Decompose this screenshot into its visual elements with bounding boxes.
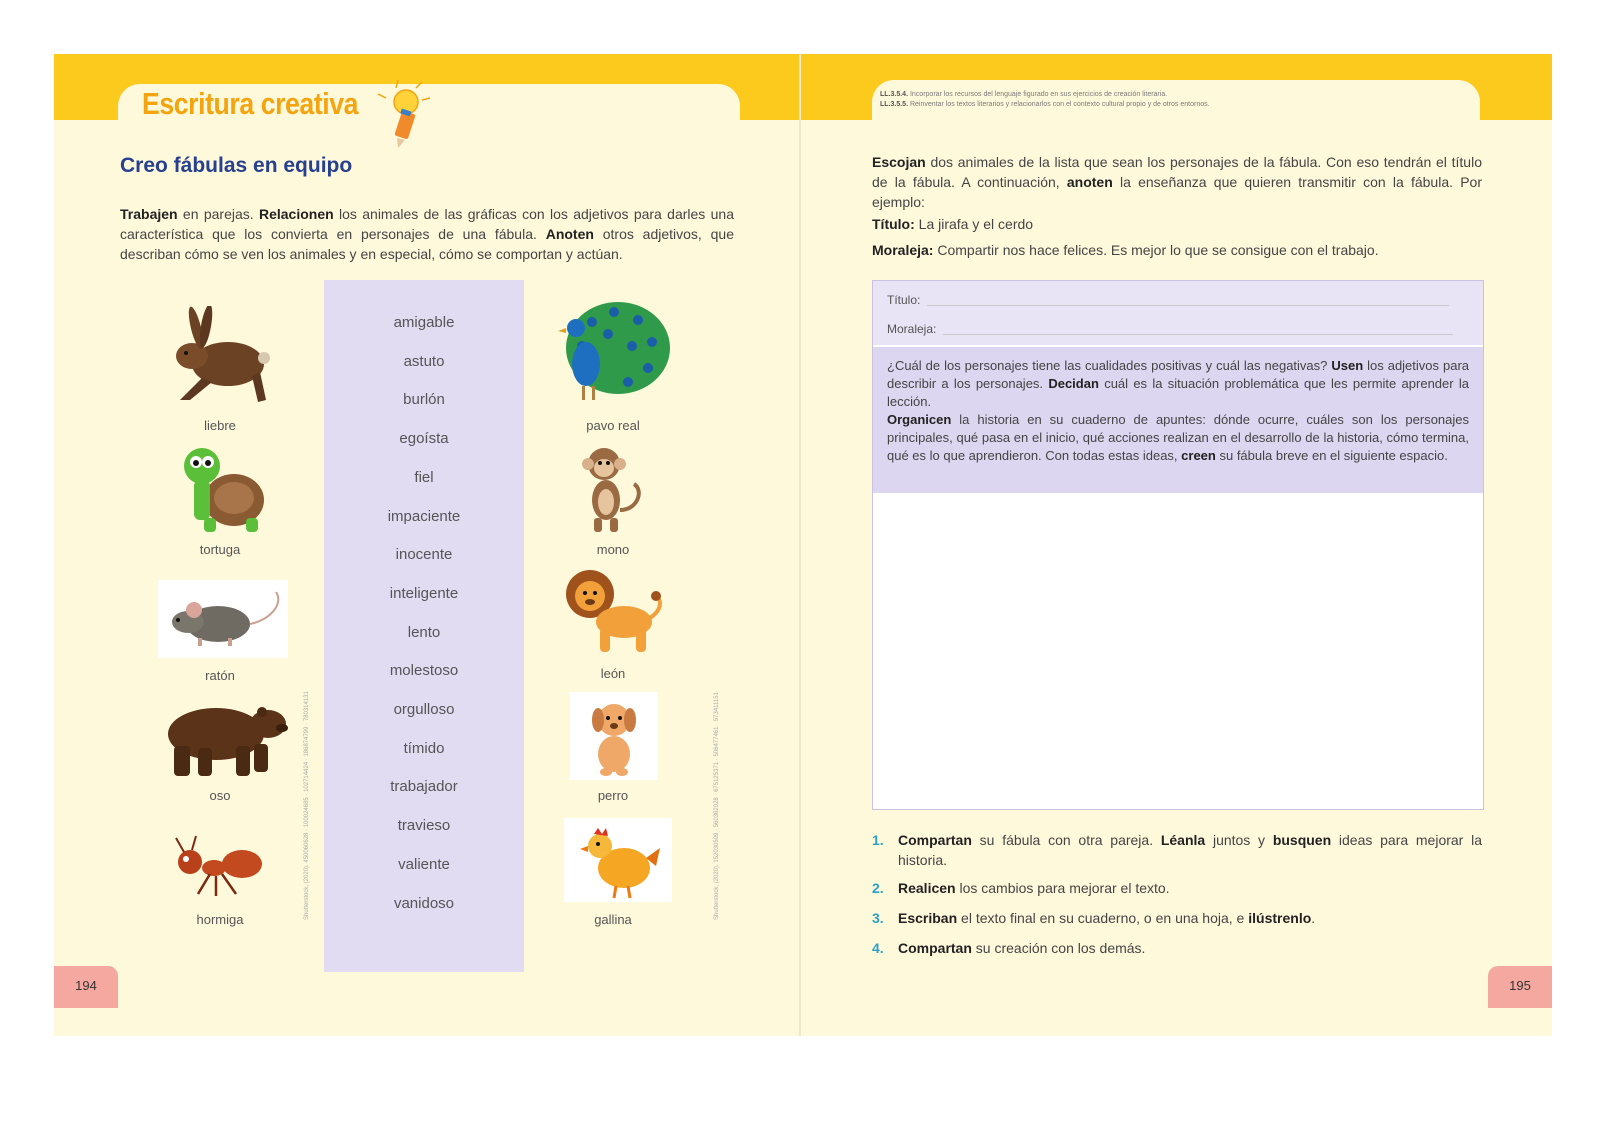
adjective-column xyxy=(324,280,524,972)
step-text: . xyxy=(1311,910,1316,926)
title-field-line[interactable] xyxy=(927,305,1449,306)
intro-text: en parejas. xyxy=(177,206,259,222)
animal-perro xyxy=(548,692,678,812)
adjective-item: orgulloso xyxy=(393,701,455,718)
curriculum-code-text: Incorporar los recursos del lenguaje figurado en sus ejercicios de creación literaria. xyxy=(909,91,1168,98)
adjective-item: lento xyxy=(407,623,441,641)
step-text xyxy=(898,908,1482,928)
instruction-bold: Organicen xyxy=(887,412,952,427)
intro-bold: Relacionen xyxy=(258,206,334,222)
animal-label: mono xyxy=(596,542,630,557)
step-text: ideas para mejorar la historia. xyxy=(898,832,1482,868)
right-intro-text: dos animales de la lista que sean los personajes de la fábula. Con eso tendrán el título de la fábula. A continuación, xyxy=(872,154,1482,190)
step-bold: busquen xyxy=(1272,832,1332,848)
moral-field-label: Moraleja: xyxy=(887,322,937,336)
step-number: 2. xyxy=(872,880,884,896)
adjective-item: inteligente xyxy=(389,584,459,602)
image-credit-left: Shutterstock, (2020). 450060628 · 100024685 · 102714424 · 186874799 · 780314131 xyxy=(304,691,310,920)
moral-field-line[interactable] xyxy=(943,334,1453,335)
step-number: 4. xyxy=(872,940,884,956)
step-bold: Realicen xyxy=(898,880,956,896)
bear-icon xyxy=(150,694,290,780)
page-number-left: 194 xyxy=(54,966,118,1008)
step-text xyxy=(898,938,1482,958)
instruction-text: ¿Cuál de los personajes tiene las cualidades positivas y cuál las negativas? xyxy=(887,358,1332,373)
animal-label: gallina xyxy=(594,912,632,927)
instruction-text: los adjetivos para describir a los personajes. xyxy=(887,358,1470,391)
adjective-item: trabajador xyxy=(390,778,458,796)
animal-label: tortuga xyxy=(199,542,241,557)
writing-box xyxy=(872,280,1484,810)
left-intro-text xyxy=(120,204,734,264)
instruction-text: cuál es la situación problemática que les permite aprender la lección. xyxy=(887,376,1469,409)
step-bold: Escriban xyxy=(898,910,958,926)
curriculum-code-text: Reinventar los textos literarios y relacionarlos con el contexto cultural propio y de otros entornos. xyxy=(909,101,1210,108)
animal-pavo-real xyxy=(548,298,678,440)
ant-icon xyxy=(170,832,270,902)
lion-icon xyxy=(562,566,666,658)
animal-label: hormiga xyxy=(196,912,244,927)
intro-text: los animales de las gráficas con los adjetivos para darles una característica que los convierta en personajes de una fábula. xyxy=(120,206,734,242)
monkey-icon xyxy=(578,444,648,536)
step-number: 1. xyxy=(872,832,884,848)
adjective-item: tímido xyxy=(403,739,445,757)
mouse-icon xyxy=(158,584,288,658)
peacock-icon xyxy=(552,298,672,406)
lightbulb-pencil-icon xyxy=(374,80,434,150)
animal-mono xyxy=(548,444,678,562)
dog-icon xyxy=(570,692,658,780)
animal-raton xyxy=(150,580,290,688)
step-bold: Léanla xyxy=(1160,832,1206,848)
instruction-bold: creen xyxy=(1181,448,1216,463)
example-moral-label: Moraleja: xyxy=(872,242,934,258)
step-text: el texto final en su cuaderno, o en una hoja, e xyxy=(957,910,1249,926)
instruction-bold: Usen xyxy=(1331,358,1364,373)
section-title: Escritura creativa xyxy=(142,86,359,121)
animal-oso xyxy=(150,694,290,812)
adjective-item: molestoso xyxy=(389,662,459,680)
intro-text: otros adjetivos, que describan cómo se ven los animales y en especial, cómo se comportan y actúan. xyxy=(120,226,735,262)
page-heading: Creo fábulas en equipo xyxy=(120,154,353,177)
step-text: los cambios para mejorar el texto. xyxy=(955,880,1170,896)
instruction-text: la historia en su cuaderno de apuntes: dónde ocurre, cuáles son los personajes principales, qué pasa en el inicio, qué acciones realizan en el desarrollo de la historia, cómo termina, qué es lo que aprendieron. Con todas estas ideas, xyxy=(887,412,1469,463)
step-text: su creación con los demás. xyxy=(971,940,1146,956)
adjective-item: valiente xyxy=(398,855,450,873)
adjective-item: inocente xyxy=(395,546,453,564)
step-bold: Compartan xyxy=(898,940,972,956)
adjective-item: burlón xyxy=(403,391,445,409)
adjective-item: travieso xyxy=(397,817,451,835)
right-intro-bold: Escojan xyxy=(872,154,926,170)
example-title xyxy=(872,216,1033,232)
example-title-label: Título: xyxy=(872,216,915,232)
right-intro-text xyxy=(872,152,1482,212)
animal-label: león xyxy=(600,666,626,681)
image-credit-right: Shutterstock, (2020). 152030509 · 560362028 · 675125371 · 506477461 · 573411151 xyxy=(714,692,720,920)
step-text xyxy=(898,830,1482,870)
step-text: su fábula con otra pareja. xyxy=(971,832,1161,848)
adjective-item: astuto xyxy=(403,352,445,370)
example-moral xyxy=(872,242,1379,258)
page-number-right: 195 xyxy=(1488,966,1552,1008)
adjective-item: fiel xyxy=(414,468,434,486)
animal-liebre xyxy=(150,306,290,440)
hare-icon xyxy=(162,306,282,410)
intro-bold: Trabajen xyxy=(120,206,178,222)
step-bold: Compartan xyxy=(898,832,972,848)
animal-label: pavo real xyxy=(586,418,640,433)
instruction-text: su fábula breve en el siguiente espacio. xyxy=(1215,448,1448,463)
adjective-item: amigable xyxy=(393,314,455,331)
animal-label: liebre xyxy=(204,418,236,433)
intro-bold: Anoten xyxy=(545,226,594,242)
animal-label: ratón xyxy=(205,668,235,683)
curriculum-code-row xyxy=(880,90,1210,100)
animal-gallina xyxy=(548,818,678,936)
step-bold: ilústrenlo xyxy=(1248,910,1312,926)
instruction-bold: Decidan xyxy=(1048,376,1099,391)
example-moral-value: Compartir nos hace felices. Es mejor lo que se consigue con el trabajo. xyxy=(937,242,1379,258)
hen-icon xyxy=(578,822,662,902)
adjective-item: impaciente xyxy=(387,507,461,525)
book-spread xyxy=(54,54,1552,1036)
page-gutter xyxy=(799,54,801,1036)
animal-tortuga xyxy=(150,444,290,562)
step-number: 3. xyxy=(872,910,884,926)
instructions-panel xyxy=(873,347,1483,493)
turtle-icon xyxy=(174,444,270,536)
animal-label: oso xyxy=(209,788,231,803)
title-moral-fields xyxy=(873,281,1483,345)
adjective-item: vanidoso xyxy=(393,894,455,912)
right-intro-bold: anoten xyxy=(1066,174,1113,190)
right-intro-text: la enseñanza que quieren transmitir con la fábula. Por ejemplo: xyxy=(872,174,1482,210)
curriculum-codes xyxy=(880,90,1210,110)
curriculum-code-row xyxy=(880,100,1210,110)
example-title-value: La jirafa y el cerdo xyxy=(918,216,1034,232)
curriculum-code: LL.3.5.5. xyxy=(880,101,910,108)
step-text xyxy=(898,878,1482,898)
codes-tab xyxy=(872,80,1480,140)
animal-label: perro xyxy=(597,788,629,803)
animal-leon xyxy=(548,566,678,688)
title-field-label: Título: xyxy=(887,293,921,307)
step-text: juntos y xyxy=(1205,832,1273,848)
animal-hormiga xyxy=(150,832,290,936)
fable-writing-area[interactable] xyxy=(873,493,1483,809)
adjective-item: egoísta xyxy=(399,430,449,448)
curriculum-code: LL.3.5.4. xyxy=(880,91,910,98)
